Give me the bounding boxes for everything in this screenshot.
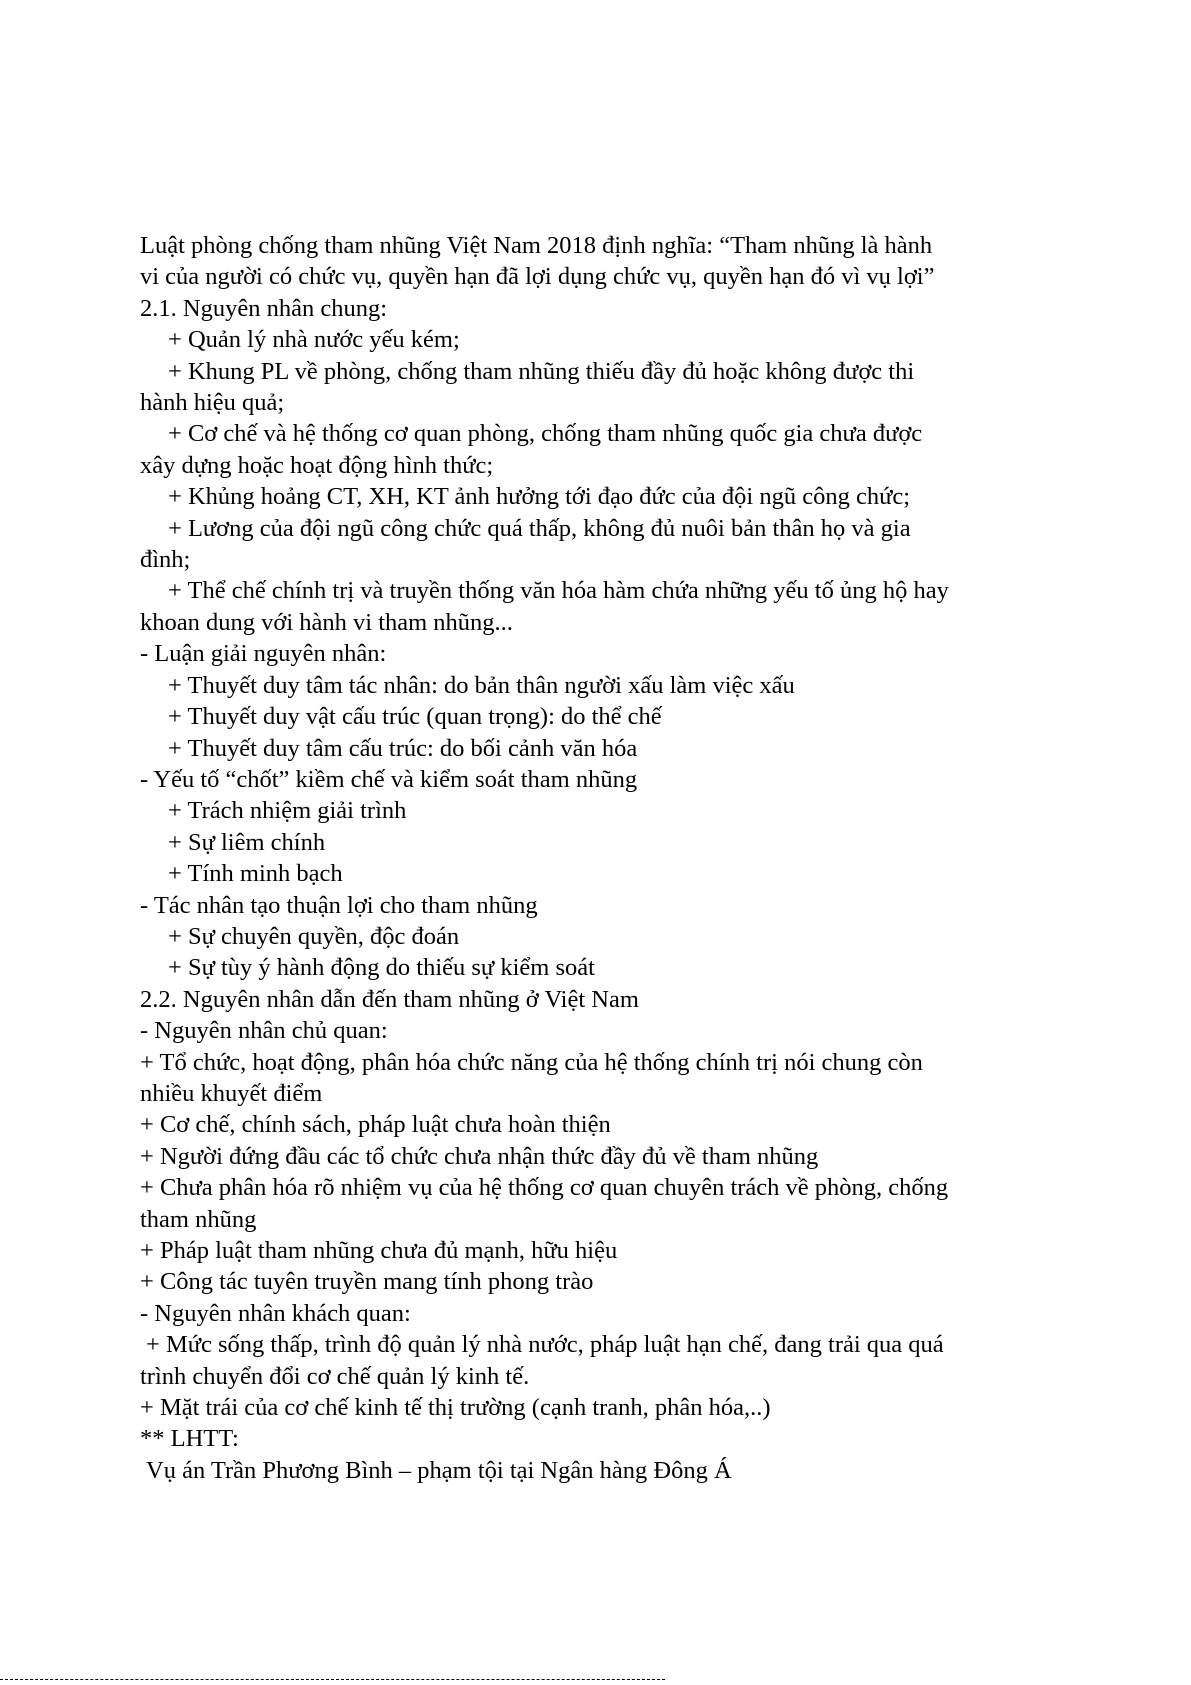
- text-line: + Công tác tuyên truyền mang tính phong trào: [140, 1268, 594, 1296]
- text-line: + Cơ chế và hệ thống cơ quan phòng, chống tham nhũng quốc gia chưa được: [168, 420, 923, 448]
- text-line: 2.2. Nguyên nhân dẫn đến tham nhũng ở Việt Nam: [140, 985, 639, 1013]
- text-line: Luật phòng chống tham nhũng Việt Nam 2018 định nghĩa: “Tham nhũng là hành: [140, 232, 933, 259]
- document-body: [140, 230, 1070, 1486]
- text-line: + Mức sống thấp, trình độ quản lý nhà nước, pháp luật hạn chế, đang trải qua quá: [146, 1331, 944, 1359]
- text-line: xây dựng hoặc hoạt động hình thức;: [140, 451, 494, 479]
- text-line: + Sự tùy ý hành động do thiếu sự kiểm soát: [168, 954, 595, 982]
- text-line: - Luận giải nguyên nhân:: [140, 640, 387, 668]
- text-line: Vụ án Trần Phương Bình – phạm tội tại Ngân hàng Đông Á: [146, 1456, 732, 1484]
- text-line: - Yếu tố “chốt” kiềm chế và kiểm soát tham nhũng: [140, 765, 638, 793]
- text-line: - Tác nhân tạo thuận lợi cho tham nhũng: [140, 891, 538, 919]
- text-line: + Thể chế chính trị và truyền thống văn hóa hàm chứa những yếu tố ủng hộ hay: [168, 577, 949, 605]
- text-line: 2.1. Nguyên nhân chung:: [140, 294, 387, 322]
- text-line: + Người đứng đầu các tổ chức chưa nhận thức đầy đủ về tham nhũng: [140, 1142, 819, 1170]
- text-line: + Tính minh bạch: [168, 860, 343, 888]
- text-line: + Thuyết duy tâm cấu trúc: do bối cảnh văn hóa: [168, 734, 638, 762]
- text-line: + Lương của đội ngũ công chức quá thấp, không đủ nuôi bản thân họ và gia: [168, 514, 911, 542]
- text-line: hành hiệu quả;: [140, 389, 285, 417]
- text-line: + Chưa phân hóa rõ nhiệm vụ của hệ thống cơ quan chuyên trách về phòng, chống: [140, 1174, 949, 1202]
- text-line: + Thuyết duy vật cấu trúc (quan trọng): do thể chế: [168, 703, 662, 731]
- text-line: khoan dung với hành vi tham nhũng...: [140, 608, 513, 636]
- text-line: trình chuyển đổi cơ chế quản lý kinh tế.: [140, 1362, 530, 1390]
- text-line: + Tổ chức, hoạt động, phân hóa chức năng của hệ thống chính trị nói chung còn: [140, 1048, 923, 1076]
- text-line: - Nguyên nhân chủ quan:: [140, 1017, 388, 1045]
- text-line: + Pháp luật tham nhũng chưa đủ mạnh, hữu hiệu: [140, 1237, 618, 1264]
- page-bottom-rule: [0, 1679, 665, 1680]
- text-line: + Sự chuyên quyền, độc đoán: [168, 922, 460, 950]
- text-line: + Khung PL về phòng, chống tham nhũng thiếu đầy đủ hoặc không được thi: [168, 357, 915, 385]
- text-line: + Mặt trái của cơ chế kinh tế thị trường (cạnh tranh, phân hóa,..): [140, 1394, 771, 1422]
- text-line: + Sự liêm chính: [168, 828, 326, 856]
- text-line: nhiều khuyết điểm: [140, 1079, 323, 1107]
- text-line: tham nhũng: [140, 1205, 257, 1233]
- text-line: vi của người có chức vụ, quyền hạn đã lợi dụng chức vụ, quyền hạn đó vì vụ lợi”: [140, 263, 935, 291]
- text-line: + Quản lý nhà nước yếu kém;: [168, 326, 460, 354]
- text-line: ** LHTT:: [140, 1425, 239, 1453]
- text-line: + Trách nhiệm giải trình: [168, 797, 407, 825]
- text-line: + Thuyết duy tâm tác nhân: do bản thân người xấu làm việc xấu: [168, 671, 795, 699]
- text-line: đình;: [140, 546, 191, 574]
- text-line: + Cơ chế, chính sách, pháp luật chưa hoàn thiện: [140, 1111, 611, 1139]
- text-line: + Khủng hoảng CT, XH, KT ảnh hưởng tới đạo đức của đội ngũ công chức;: [168, 483, 911, 511]
- text-line: - Nguyên nhân khách quan:: [140, 1299, 411, 1327]
